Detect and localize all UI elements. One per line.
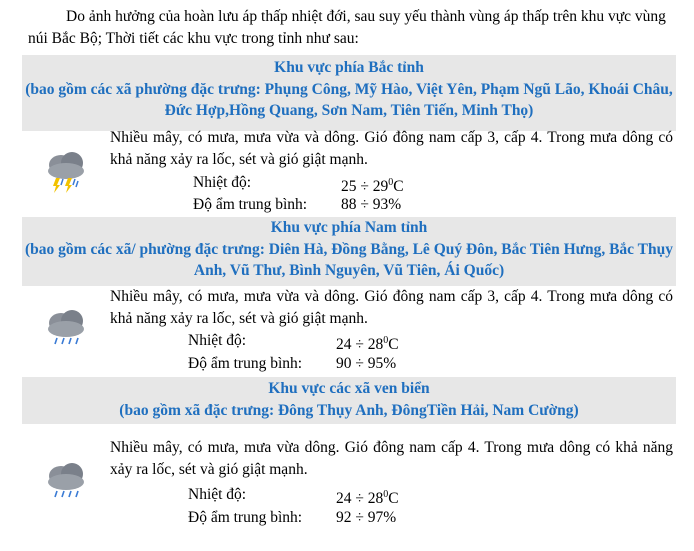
- temperature-value: $24 \div 28^0C$: [336, 335, 399, 354]
- region-header-south: [22, 217, 676, 286]
- region-subtitle: (bao gồm xã đặc trưng: Đông Thụy Anh, ĐôngTiền Hải, Nam Cường): [119, 401, 579, 419]
- region-description: Nhiều mây, có mưa, mưa vừa và dông. Gió đông nam cấp 3, cấp 4. Trong mưa dông có khả năng xảy ra lốc, sét và gió giật mạnh.: [110, 129, 673, 168]
- temperature-value: $24 \div 28^0C$: [336, 489, 399, 508]
- region-title: Khu vực các xã ven biển: [268, 380, 430, 397]
- region-description: Nhiều mây, có mưa, mưa vừa dông. Gió đông nam cấp 4. Trong mưa dông có khả năng xảy ra lốc, sét và gió giật mạnh.: [110, 439, 673, 478]
- rain-cloud-icon: [44, 459, 88, 505]
- region-title: Khu vực phía Bắc tỉnh: [274, 59, 424, 76]
- rain-cloud-icon: [44, 306, 88, 352]
- region-description: Nhiều mây, có mưa, mưa vừa và dông. Gió đông nam cấp 3, cấp 4. Trong mưa dông có khả năng xảy ra lốc, sét và gió giật mạnh.: [110, 288, 673, 327]
- humidity-value: 90 ÷ 95%: [336, 355, 397, 372]
- temperature-label: Nhiệt độ:: [188, 486, 247, 503]
- region-subtitle: (bao gồm các xã phường đặc trưng: Phụng Công, Mỹ Hào, Việt Yên, Phạm Ngũ Lão, Khoái Châu, Đức Hợp,Hồng Quang, Sơn Nam, Tiên Tiến, Minh Thọ): [25, 80, 673, 119]
- thunderstorm-cloud-icon: [44, 148, 88, 194]
- region-header-coastal: [22, 377, 676, 424]
- region-title: Khu vực phía Nam tỉnh: [270, 219, 428, 236]
- humidity-label: Độ ẩm trung bình:: [188, 509, 303, 526]
- humidity-label: Độ ẩm trung bình:: [193, 196, 308, 213]
- intro-paragraph: Do ảnh hưởng của hoàn lưu áp thấp nhiệt đới, sau suy yếu thành vùng áp thấp trên khu vực vùng núi Bắc Bộ; Thời tiết các khu vực trong tỉnh như sau:: [28, 8, 666, 47]
- humidity-label: Độ ẩm trung bình:: [188, 355, 303, 372]
- region-header-north: [22, 55, 676, 131]
- temperature-label: Nhiệt độ:: [193, 174, 252, 191]
- region-subtitle: (bao gồm các xã/ phường đặc trưng: Diên Hà, Đồng Bằng, Lê Quý Đôn, Bắc Tiên Hưng, Bắc Thụy Anh, Vũ Thư, Bình Nguyên, Vũ Tiên, Ái Quốc): [25, 240, 673, 279]
- temperature-value: $25 \div 29^0C$: [341, 177, 404, 196]
- temperature-label: Nhiệt độ:: [188, 332, 247, 349]
- humidity-value: 88 ÷ 93%: [341, 196, 402, 213]
- humidity-value: 92 ÷ 97%: [336, 509, 397, 526]
